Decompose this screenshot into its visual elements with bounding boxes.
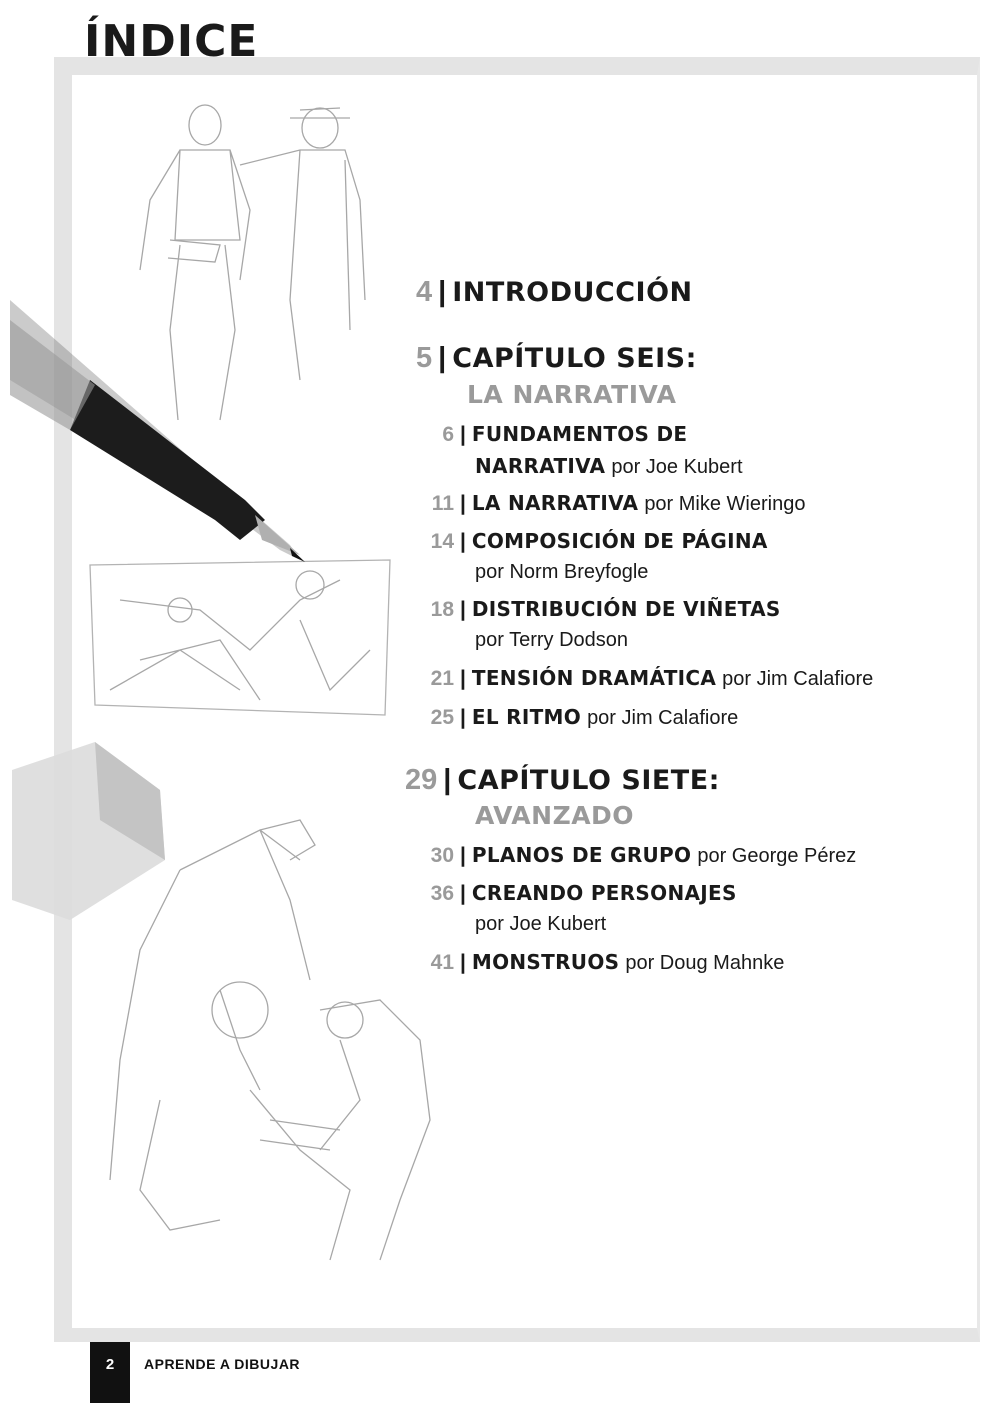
toc-separator: | [460,423,466,446]
toc-separator: | [438,342,447,374]
toc-entry-title: MONSTRUOS [471,950,620,974]
toc-page-number: 25 [430,706,454,729]
toc-entry[interactable] [420,705,738,730]
footer-publication: APRENDE A DIBUJAR [144,1356,301,1372]
toc-entry-author: por Mike Wieringo [644,493,806,515]
toc-chapter-title: CAPÍTULO SIETE: [457,765,720,796]
toc-entry-title: PLANOS DE GRUPO [471,843,692,867]
footer-page-number: 2 [105,1356,115,1373]
toc-chapter-six[interactable] [416,342,697,375]
toc-separator: | [460,706,466,729]
toc-page-number: 14 [430,530,454,553]
toc-entry[interactable] [420,529,768,554]
page-frame [54,57,980,1342]
toc-entry-title: FUNDAMENTOS DE [471,422,688,446]
toc-entry[interactable] [420,422,687,447]
toc-entry-author: por Terry Dodson [475,629,629,651]
toc-page-number: 18 [430,598,454,621]
toc-entry-title: NARRATIVA [475,454,606,478]
toc-separator: | [438,276,447,308]
toc-entry-author: por Doug Mahnke [625,952,785,974]
toc-entry-title: DISTRIBUCIÓN DE VIÑETAS [471,597,781,621]
toc-chapter-subtitle: AVANZADO [475,801,635,830]
toc-page-number: 11 [431,492,454,515]
toc-page-number: 21 [430,667,454,690]
toc-entry-title: EL RITMO [471,705,582,729]
toc-entry-title: LA NARRATIVA [471,491,639,515]
toc-separator: | [460,882,466,905]
toc-separator: | [443,764,452,796]
toc-page-number: 30 [430,844,454,867]
toc-entry[interactable] [420,881,737,906]
toc-page-number: 4 [416,276,433,308]
page-title: ÍNDICE [84,16,259,67]
toc-entry-title: TENSIÓN DRAMÁTICA [471,666,717,690]
toc-separator: | [460,598,466,621]
toc-entry-author: por Jim Calafiore [587,707,739,729]
toc-entry[interactable] [420,843,856,868]
toc-entry-title: CREANDO PERSONAJES [471,881,737,905]
toc-intro[interactable] [416,276,693,309]
toc-chapter-seven[interactable] [405,764,720,797]
toc-separator: | [460,492,466,515]
toc-entry-continuation[interactable] [475,454,743,479]
toc-entry[interactable] [420,950,784,975]
toc-entry[interactable] [420,597,781,622]
toc-intro-title: INTRODUCCIÓN [452,277,693,308]
toc-entry-author: por Norm Breyfogle [475,561,649,583]
toc-entry-author: por George Pérez [697,845,857,867]
toc-page-number: 5 [416,342,433,374]
toc-separator: | [460,844,466,867]
toc-entry-author: por Joe Kubert [475,913,607,935]
toc-entry-author: por Jim Calafiore [722,668,874,690]
toc-page-number: 41 [430,951,454,974]
footer-page-box [90,1342,130,1403]
toc-separator: | [460,951,466,974]
toc-entry-author: por Joe Kubert [611,456,743,478]
toc-chapter-subtitle: LA NARRATIVA [467,380,677,409]
toc-entry-title: COMPOSICIÓN DE PÁGINA [471,529,768,553]
toc-entry[interactable] [420,491,805,516]
toc-page-number: 29 [405,764,438,796]
toc-separator: | [460,667,466,690]
toc-page-number: 36 [430,882,454,905]
toc-separator: | [460,530,466,553]
toc-chapter-title: CAPÍTULO SEIS: [452,343,697,374]
toc-page-number: 6 [442,423,454,446]
toc-entry[interactable] [420,666,873,691]
